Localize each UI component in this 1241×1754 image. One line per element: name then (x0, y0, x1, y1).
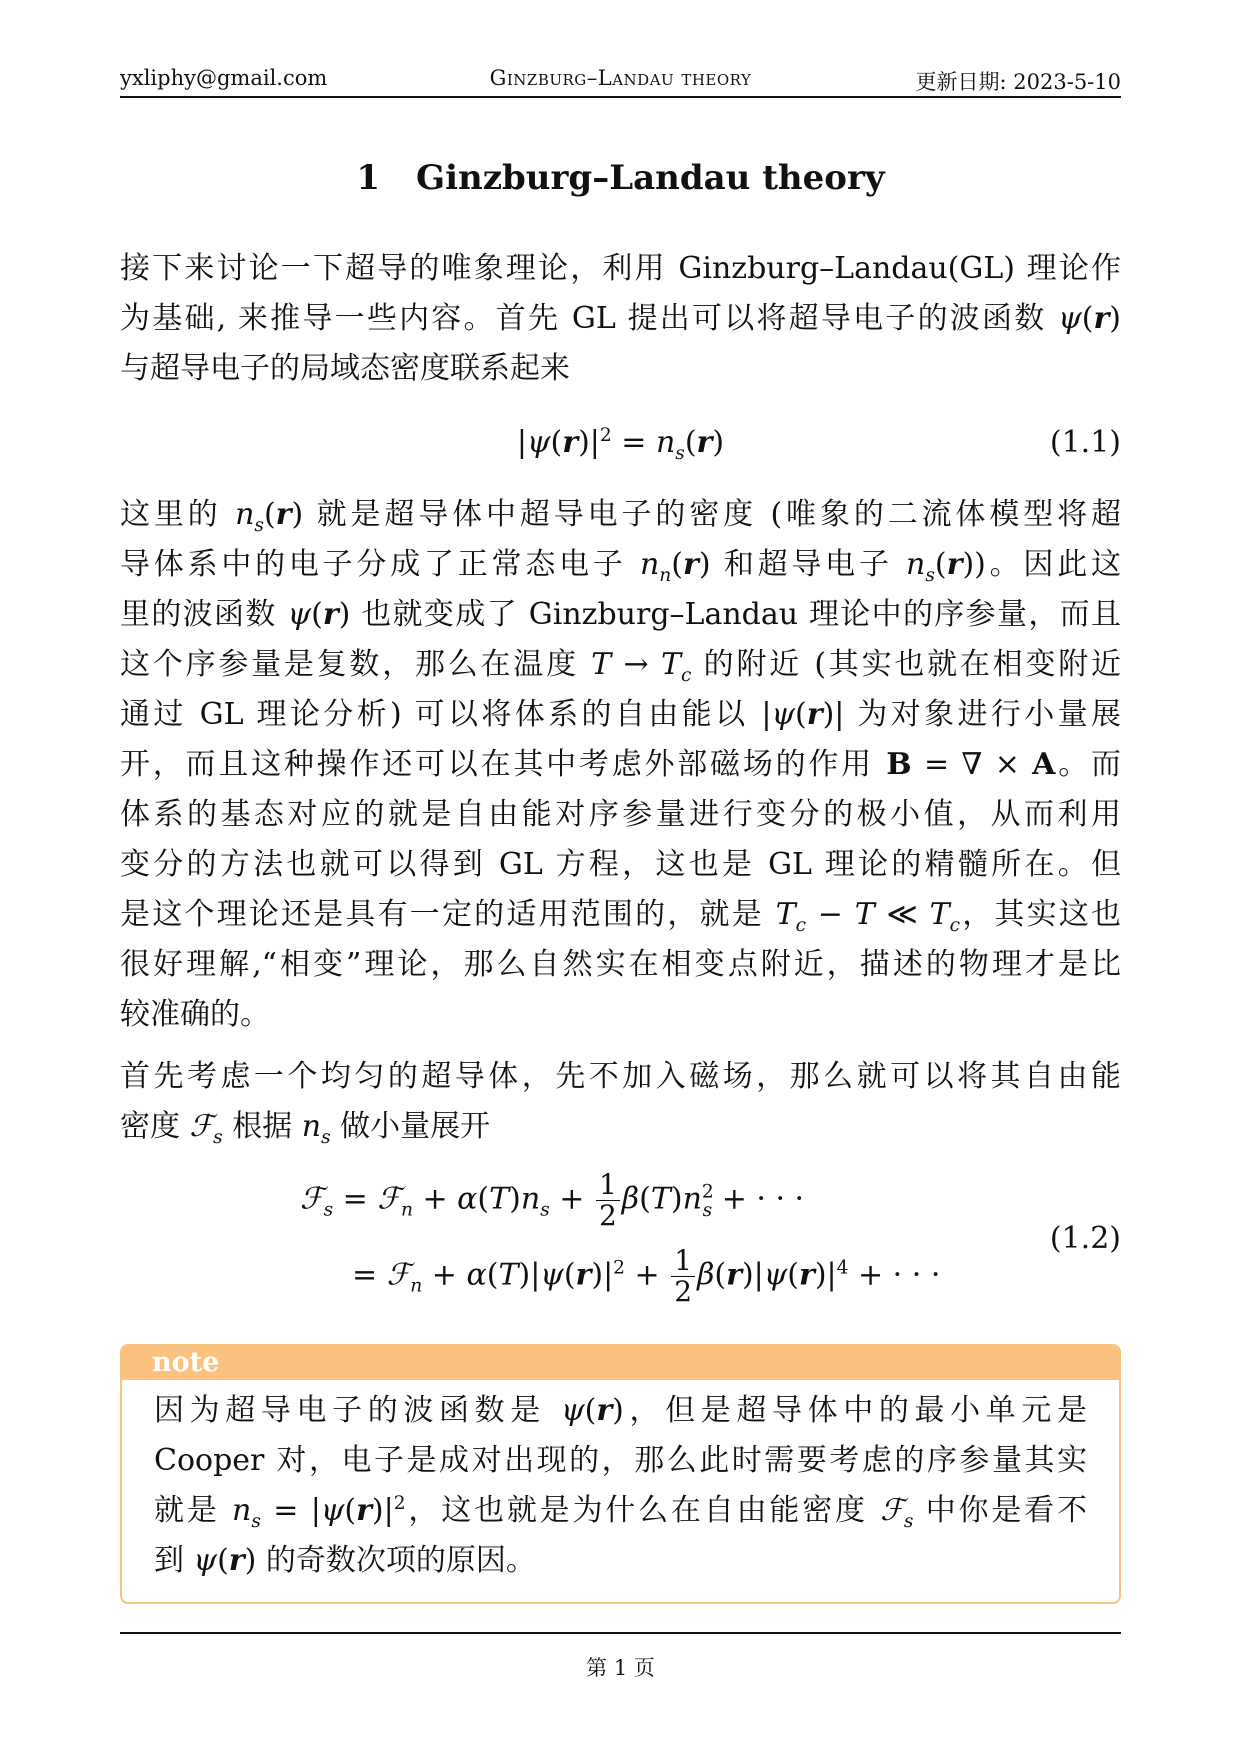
note-box (120, 1344, 1121, 1604)
header-email: yxliphy@gmail.com (120, 66, 328, 90)
equation-1-2 (120, 1166, 1121, 1316)
p2-line-11: 较准确的。 (120, 997, 270, 1032)
paragraph-3 (120, 1052, 1121, 1152)
paragraph-2 (120, 490, 1121, 1040)
footer-rule (120, 1632, 1121, 1634)
equation-1-2-row-1: ℱ$_s$ = ℱ$_n$ + $\alpha(T)n_s$ + $\frac{1}{2}$ $\beta(T)n^2_s$ + · · · (300, 1168, 805, 1232)
section-title (120, 158, 1121, 198)
section-title-text: Ginzburg–Landau theory (416, 158, 885, 198)
header-date: 更新日期: 2023-5-10 (915, 70, 1121, 94)
p1-line-1: 接下来讨论一下超导的唯象理论，利用 Ginzburg–Landau(GL) 理论作 (120, 251, 1121, 286)
note-body (122, 1380, 1119, 1586)
p1-line-2: 为基础, 来推导一些内容。首先 GL 提出可以将超导电子的波函数 ψ(r) (120, 301, 1121, 336)
p2-line-1: 这里的 $n_s(r)$ 就是超导体中超导电子的密度 (唯象的二流体模型将超 (120, 497, 1121, 536)
header-title: Ginzburg–Landau theory (489, 66, 752, 90)
p2-line-7: 体系的基态对应的就是自由能对序参量进行变分的极小值，从而利用 (120, 797, 1121, 832)
p3-line-2: 密度 ℱ$_s$ 根据 $n_s$ 做小量展开 (120, 1109, 491, 1148)
note-line-3: 就是 $n_s = |\psi(r)|^2$，这也就是为什么在自由能密度 ℱ$_s$ 中你是看不 (154, 1493, 1087, 1532)
p2-line-9: 是这个理论还是具有一定的适用范围的，就是 $T_c - T$ ≪ $T_c$，其实这也 (120, 897, 1121, 936)
equation-1-1-body: $|\psi(r)|^2 = n_s(r)$ (516, 425, 725, 464)
p3-line-1: 首先考虑一个均匀的超导体，先不加入磁场，那么就可以将其自由能 (120, 1059, 1121, 1094)
p2-line-6: 开，而且这种操作还可以在其中考虑外部磁场的作用 B = ∇ × A。而 (120, 747, 1121, 782)
paragraph-1 (120, 244, 1121, 394)
p2-line-2: 导体系中的电子分成了正常态电子 $n_n(r)$ 和超导电子 $n_s(r)$)。因此这 (120, 547, 1121, 586)
p2-line-4: 这个序参量是复数，那么在温度 $T \to T_c$ 的附近 (其实也就在相变附近 (120, 647, 1121, 686)
note-line-2: Cooper 对，电子是成对出现的，那么此时需要考虑的序参量其实 (154, 1443, 1087, 1478)
page-header (120, 62, 1121, 96)
equation-1-1-tag: (1.1) (1049, 425, 1121, 460)
equation-1-2-tag: (1.2) (1049, 1221, 1121, 1256)
equation-1-1 (120, 418, 1121, 468)
p2-line-10: 很好理解,“相变”理论，那么自然实在相变点附近，描述的物理才是比 (120, 947, 1121, 982)
page-number: 第 1 页 (586, 1656, 655, 1680)
note-label: note (122, 1346, 1119, 1380)
p2-line-5: 通过 GL 理论分析) 可以将体系的自由能以 |ψ(r)| 为对象进行小量展 (120, 697, 1121, 732)
header-rule (120, 96, 1121, 98)
equation-1-2-row-2: = ℱ$_n$ + $\alpha(T)|\psi(r)|^2$ + $\frac{1}{2}$ $\beta(r)|\psi(r)|^4$ + · · · (352, 1244, 941, 1308)
note-line-1: 因为超导电子的波函数是 ψ(r)，但是超导体中的最小单元是 (154, 1393, 1087, 1428)
p2-line-8: 变分的方法也就可以得到 GL 方程，这也是 GL 理论的精髓所在。但 (120, 847, 1121, 882)
p1-line-3: 与超导电子的局域态密度联系起来 (120, 351, 570, 386)
section-number: 1 (356, 158, 381, 198)
note-line-4: 到 ψ(r) 的奇数次项的原因。 (154, 1543, 536, 1578)
p2-line-3: 里的波函数 ψ(r) 也就变成了 Ginzburg–Landau 理论中的序参量，而且 (120, 597, 1121, 632)
